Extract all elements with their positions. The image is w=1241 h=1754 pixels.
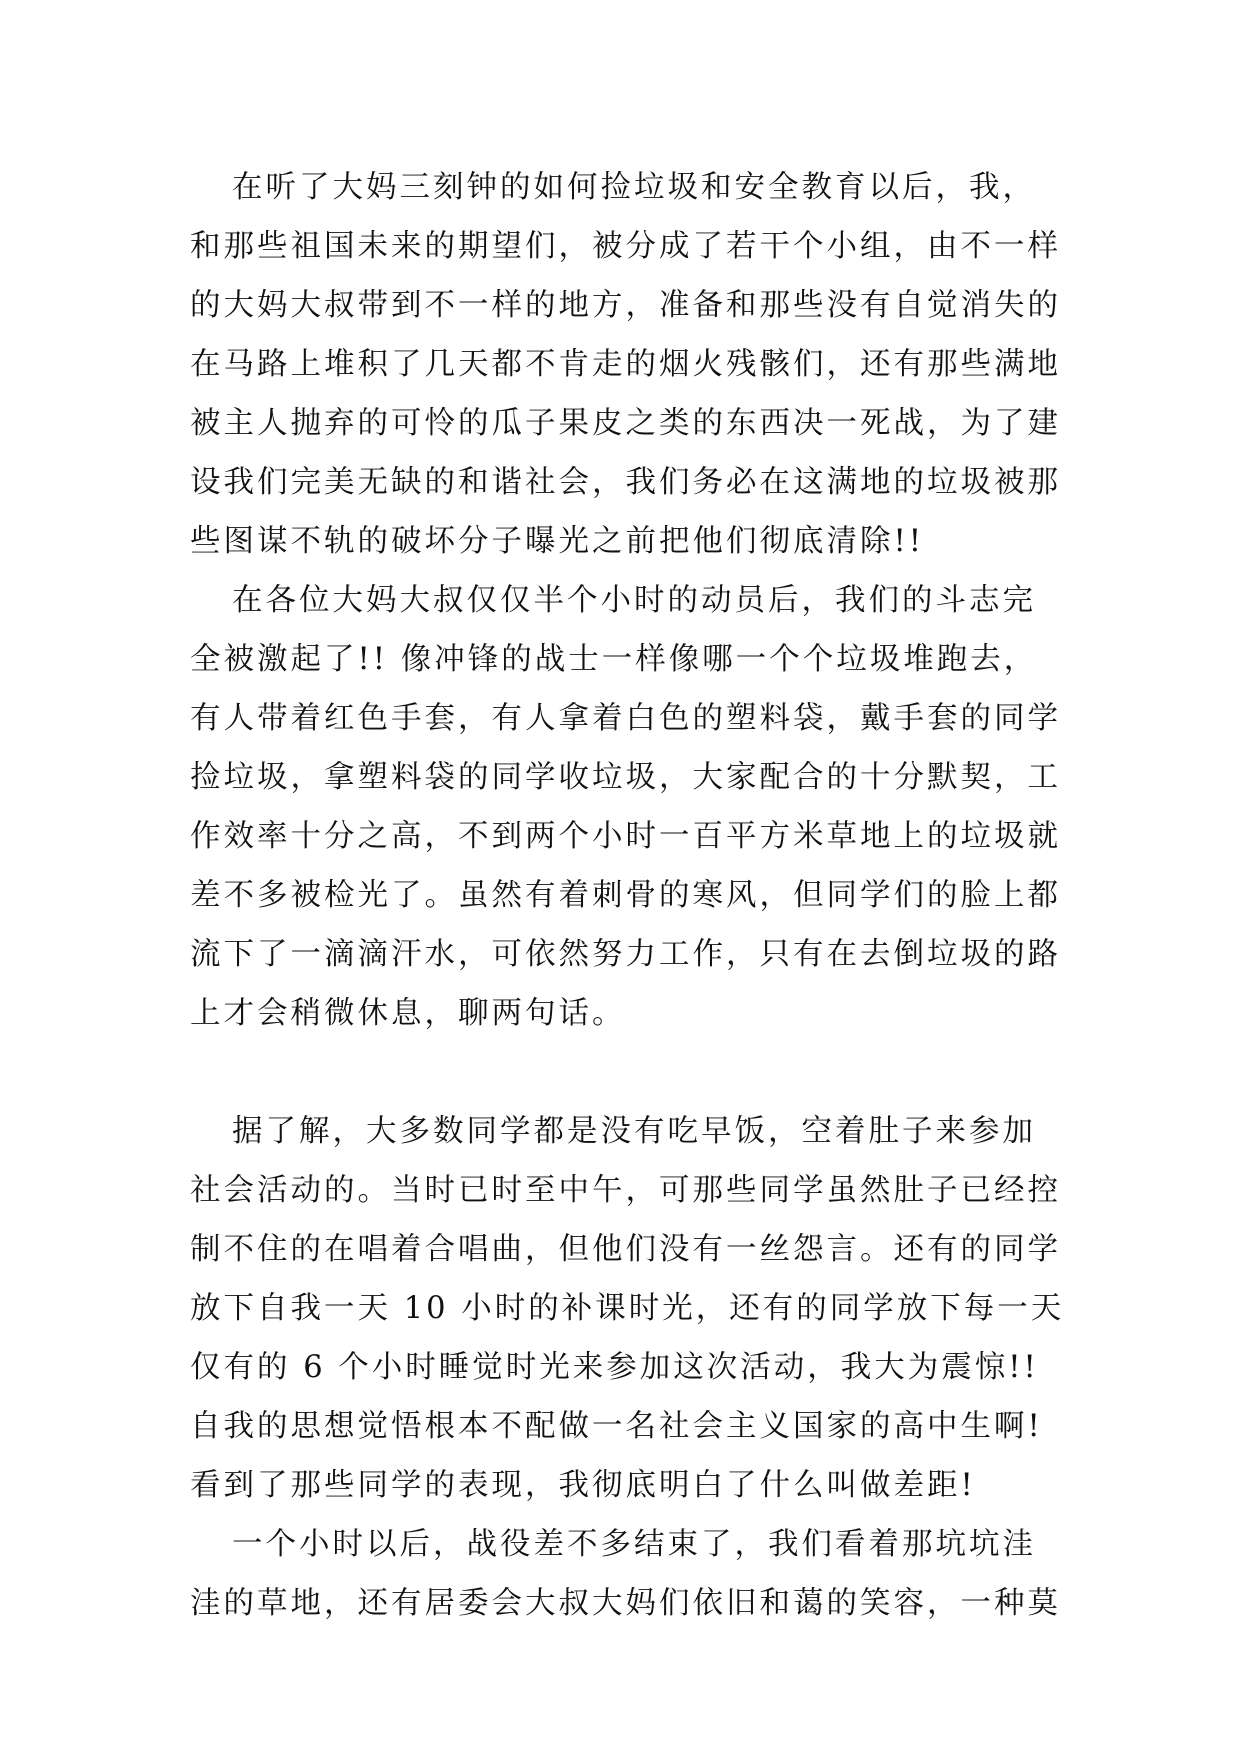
text-line: 制不住的在唱着合唱曲，但他们没有一丝怨言。还有的同学 bbox=[190, 1232, 1061, 1267]
paragraph-2 bbox=[190, 571, 1070, 1102]
text-line: 在听了大妈三刻钟的如何捡垃圾和安全教育以后，我， bbox=[232, 170, 1036, 205]
text-line: 全被激起了!! 像冲锋的战士一样像哪一个个垃圾堆跑去， bbox=[190, 642, 1038, 677]
paragraph-1 bbox=[190, 158, 1070, 571]
paragraph-3 bbox=[190, 1102, 1070, 1515]
text-line: 捡垃圾，拿塑料袋的同学收垃圾，大家配合的十分默契，工 bbox=[190, 760, 1061, 795]
text-line: 差不多被检光了。虽然有着刺骨的寒风，但同学们的脸上都 bbox=[190, 878, 1061, 913]
text-line: 设我们完美无缺的和谐社会，我们务必在这满地的垃圾被那 bbox=[190, 465, 1061, 500]
text-line: 洼的草地，还有居委会大叔大妈们依旧和蔼的笑容，一种莫 bbox=[190, 1586, 1061, 1621]
text-line: 作效率十分之高，不到两个小时一百平方米草地上的垃圾就 bbox=[190, 819, 1061, 854]
text-line: 放下自我一天 10 小时的补课时光，还有的同学放下每一天 bbox=[190, 1291, 1065, 1326]
text-line: 上才会稍微休息，聊两句话。 bbox=[190, 996, 626, 1031]
text-line: 流下了一滴滴汗水，可依然努力工作，只有在去倒垃圾的路 bbox=[190, 937, 1061, 972]
document-body bbox=[190, 158, 1070, 1633]
text-line: 仅有的 6 个小时睡觉时光来参加这次活动，我大为震惊!! bbox=[190, 1350, 1039, 1385]
text-line bbox=[190, 1043, 1070, 1102]
text-line: 在各位大妈大叔仅仅半个小时的动员后，我们的斗志完 bbox=[232, 583, 1036, 618]
text-line: 些图谋不轨的破坏分子曝光之前把他们彻底清除!! bbox=[190, 524, 925, 559]
text-line: 被主人抛弃的可怜的瓜子果皮之类的东西决一死战，为了建 bbox=[190, 406, 1061, 441]
text-line: 在马路上堆积了几天都不肯走的烟火残骸们，还有那些满地 bbox=[190, 347, 1061, 382]
text-line: 有人带着红色手套，有人拿着白色的塑料袋，戴手套的同学 bbox=[190, 701, 1061, 736]
text-line: 一个小时以后，战役差不多结束了，我们看着那坑坑洼 bbox=[232, 1527, 1036, 1562]
text-line: 的大妈大叔带到不一样的地方，准备和那些没有自觉消失的 bbox=[190, 288, 1061, 323]
text-line: 自我的思想觉悟根本不配做一名社会主义国家的高中生啊! bbox=[190, 1409, 1043, 1444]
text-line: 据了解，大多数同学都是没有吃早饭，空着肚子来参加 bbox=[232, 1114, 1036, 1149]
text-line: 社会活动的。当时已时至中午，可那些同学虽然肚子已经控 bbox=[190, 1173, 1061, 1208]
text-line: 看到了那些同学的表现，我彻底明白了什么叫做差距! bbox=[190, 1468, 976, 1503]
paragraph-4 bbox=[190, 1515, 1070, 1633]
text-line: 和那些祖国未来的期望们，被分成了若干个小组，由不一样 bbox=[190, 229, 1061, 264]
